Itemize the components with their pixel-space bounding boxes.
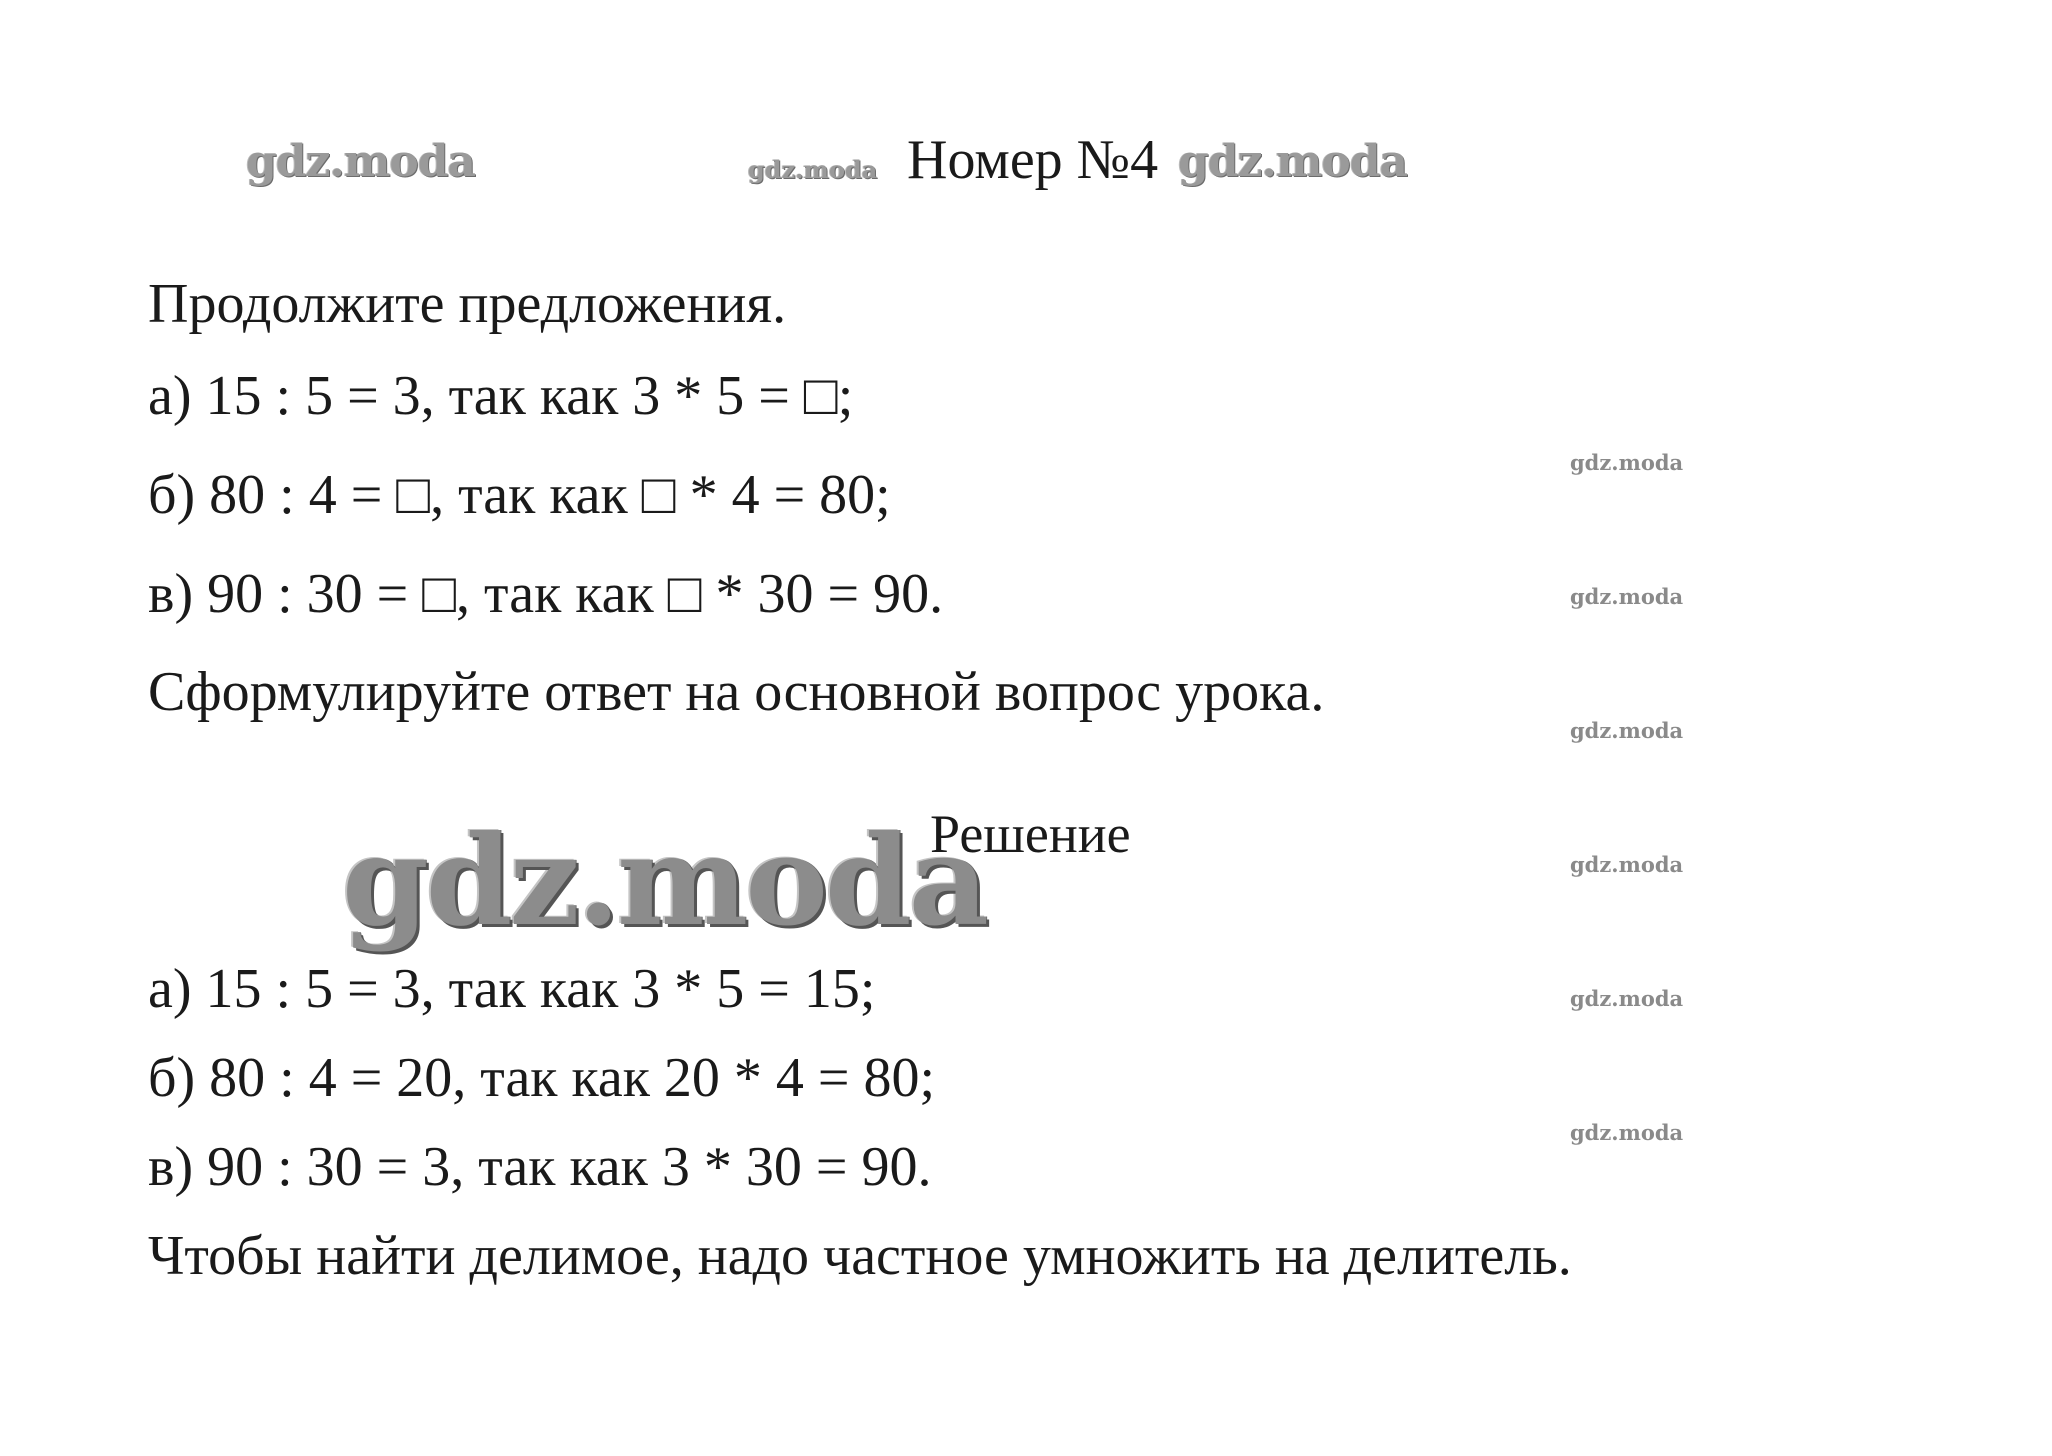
watermark-header-right: gdz.moda — [1178, 136, 1408, 187]
watermark-large: gdz.moda — [342, 809, 986, 954]
solution-heading: Решение — [930, 804, 1131, 864]
watermark-header-left: gdz.moda — [246, 136, 476, 187]
task-item-c: в) 90 : 30 = □, так как □ * 30 = 90. — [148, 563, 944, 625]
task-item-a: а) 15 : 5 = 3, так как 3 * 5 = □; — [148, 365, 854, 427]
watermark-side-4: gdz.moda — [1570, 852, 1684, 877]
watermark-side-5: gdz.moda — [1570, 986, 1684, 1011]
task-question: Сформулируйте ответ на основной вопрос урока. — [148, 661, 1325, 723]
task-item-b: б) 80 : 4 = □, так как □ * 4 = 80; — [148, 464, 891, 526]
task-prompt: Продолжите предложения. — [148, 273, 787, 335]
watermark-side-6: gdz.moda — [1570, 1120, 1684, 1145]
solution-conclusion: Чтобы найти делимое, надо частное умножить на делитель. — [148, 1225, 1572, 1287]
solution-item-c: в) 90 : 30 = 3, так как 3 * 30 = 90. — [148, 1136, 932, 1198]
watermark-side-2: gdz.moda — [1570, 584, 1684, 609]
solution-item-b: б) 80 : 4 = 20, так как 20 * 4 = 80; — [148, 1047, 936, 1109]
watermark-header-small: gdz.moda — [748, 155, 878, 184]
solution-item-a: а) 15 : 5 = 3, так как 3 * 5 = 15; — [148, 958, 876, 1020]
watermark-side-1: gdz.moda — [1570, 450, 1684, 475]
watermark-side-3: gdz.moda — [1570, 718, 1684, 743]
page-title: Номер №4 — [907, 129, 1159, 191]
